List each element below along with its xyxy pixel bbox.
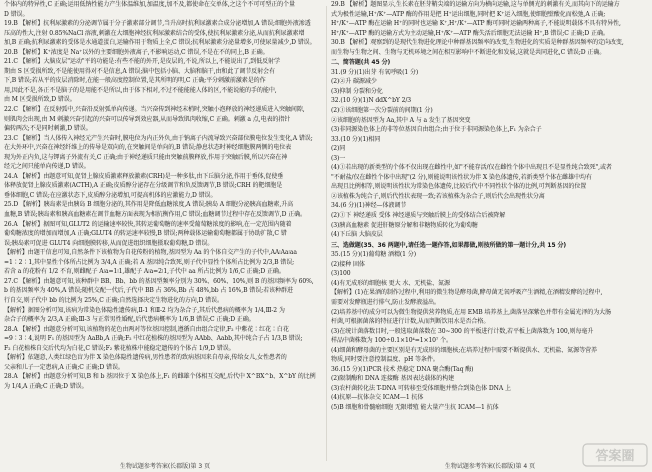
text-line: ②该植株为纯合子,则后代性状表现一致;若该植株为杂合子,则后代会出现性状分离 bbox=[331, 192, 545, 200]
text-line: 则肌肉会出现,由 M 刺激兴奋引起的兴奋可以传导到效应器,从而导致肌肉收缩,C 正确。刺激 a 点,电表的指针 bbox=[4, 115, 291, 123]
text-line: 样品中菌株数为 100÷0.1×10⁴=1×10⁷ 个。 bbox=[331, 337, 452, 345]
text-line: (2)②升 碳源减少 bbox=[331, 78, 377, 86]
text-line: 葡萄糖浓度的增加而增加,A 正确;GLUT4 的转运速率较慢,B 错误;两种载体运输葡萄糖都属于协助扩散,C 错 bbox=[4, 230, 287, 238]
text-line: 若含 a 的花粉有 1/2 不育,则雌配子 A∶a=1∶1,雄配子 A∶a=2∶1,子代中 aa 所占比例为 1/6,C 正确;D 正确。 bbox=[4, 268, 285, 276]
text-line: 在大外环中,兴奋在神经纤维上的传导是双向的,在突触间是单向的,B 错误;静息状态时神经细胞膜两侧的电位表 bbox=[4, 144, 292, 152]
text-line: ②该细胞的基因型为 Aa,其中 A 与 a 发生了基因突变 bbox=[331, 116, 471, 124]
watermark-text: 答案圈 bbox=[595, 449, 635, 464]
text-line: 【解析】依题意,人类红绿色盲为伴 X 染色体隐性遗传病,男性患者的致病基因来自母亲,传给女儿,女性患者的 bbox=[4, 354, 287, 362]
text-line: 二、简答题(共 45 分) bbox=[331, 59, 391, 67]
text-line: 为 1/4,A 正确;C 正确;D 错误。 bbox=[4, 382, 88, 390]
text-line: 偏转两次;不是同时刺激,D 错误。 bbox=[4, 125, 92, 133]
text-line: 32.(10 分)(1)N ddX^bY 2/3 bbox=[331, 97, 412, 105]
text-line: 垂体细胞,C 错误;在应激状态下,皮质醇分泌增加,可提高机体的应激能力,D 错误。 bbox=[4, 191, 217, 199]
text-line: (2)①该细胞第一次分裂前的间期(1 分) bbox=[331, 107, 433, 115]
text-line: b 的基因频率为 40%,A 错误;随机交配一代后,子代中 BB 占 36%,Bb 占 48%,bb 占 16%,B 错误;若该种群进 bbox=[4, 287, 293, 295]
right-page bbox=[331, 0, 652, 472]
text-line: 34.(6 分)(1)神经—体液调节 bbox=[331, 202, 407, 210]
text-line: 体释放促肾上腺皮质激素(ACTH),A 正确;皮质醇分泌存在分级调节和负反馈调节,B 错误;CRH 的靶细胞是 bbox=[4, 182, 283, 190]
text-line: 个体内的特异性,C 正确;运用低钠性能力产生体温维加,加温度,加不及,都使命在交单体,之这个不可可型正的个量 bbox=[4, 1, 295, 8]
text-line: F₂ 白花植株自交后代均为白花,C 错误;F₂ 紫花植株中能稳定遗传的个体占 1/9,D 错误。 bbox=[4, 344, 235, 352]
text-line: 【解析】(1)在果酒的制作过程中,利用的微生物是酵母菌,酵母菌无氧呼吸产生酒精,在酒精发酵的过程中, bbox=[331, 289, 603, 297]
text-line: 加,B 正确;抗利尿激素的受体是水通道蛋白,运输作用于物质上全,C 错误;抗利尿激素分泌量增多,可使尿量减少,D 错误。 bbox=[4, 39, 316, 47]
text-line: (3)100 bbox=[331, 270, 351, 278]
text-line: 26.A 【解析】据图可知,GLUT2 的运输速率较快,其转运葡萄糖的速率受葡萄糖浓度的影响,在一定范围内随着 bbox=[4, 220, 292, 228]
text-line: 35.(15 分)(1)葡萄糖 酒精(1 分) bbox=[331, 251, 416, 259]
text-line: 经元之间只能单向传递,D 错误。 bbox=[4, 163, 90, 171]
text-line: 出现且比例相等,则说明该性状为常染色体遗传,比较后代中不同性状个体的比例,可判断基因的位置 bbox=[331, 183, 587, 191]
text-line: 需要对发酵瓶进行排气,防止发酵液溢出。 bbox=[331, 298, 440, 306]
text-line: 28.A 【解析】由题意分析可知,该植物的花色由两对等位基因控制,遵循自由组合定律,F₂ 中紫花∶红花∶白花 bbox=[4, 325, 289, 333]
text-line: 21.C 【解析】大脑皮层"运动"平的功能是:有些不能的外开,是皮层的,不说,所以上,不能说出了,到低反射学 bbox=[4, 58, 280, 66]
text-line: (2)培养基中的成分可以为微生物提供营养物质,在用 EMB 培养基上,菌落呈深紫色并带有金属光泽的为大肠 bbox=[331, 308, 612, 316]
text-line: 物质,同时要注意控制温度、pH 等条件。 bbox=[331, 356, 439, 364]
left-page-footer: 生物试题参考答案(长郡版)第 3 页 bbox=[119, 463, 211, 470]
text-line: (4)有无成形的细胞核 更大 水、无机盐、氮源 bbox=[331, 279, 450, 287]
text-line: 20.B 【解析】K⁺浓度是 Na⁺以外的主要细胞外液离子,不影响运动,C 错误,不是在不的同上,B 正确。 bbox=[4, 48, 269, 56]
text-line: 25.D 【解析】胰岛素是由胰岛 B 细胞分泌的,其作用是降低血糖浓度,A 错误;胰岛 A 细胞分泌胰高血糖素,升高 bbox=[4, 201, 294, 209]
page-divider bbox=[326, 6, 327, 461]
text-line: (4)细菌和酵母菌的主要区别是有无成形的细胞核;在培养过程中需要不断提供水、无机盐、氮源等营养 bbox=[331, 346, 597, 354]
text-line: H⁺/K⁺—ATP 酶的运输方式为主动运输,H⁺/K⁺—ATP 酶失活后细胞无法运输 H⁺,B 错误;C 正确;D 正确。 bbox=[331, 29, 609, 37]
text-line: (3)抑制 分裂和分化 bbox=[331, 87, 383, 95]
text-line: (4)①若出现的新类型的个体不仅出现在雌性中,如"不能存活/仅在雌性个体中出现且不是显性纯合致死",或者 bbox=[331, 164, 612, 172]
text-line: 下,B 错误;若从平的皮层消除时,在能一般高度控制位置,是其所明的明,C 正确;平分刺激前激素是的作 bbox=[4, 77, 266, 85]
text-line: 23.C 【解析】当人体传入神经元产生兴奋时,膜电位为内正外负,由于钠离子内流导致兴奋部位膜电位发生变化,A 错误; bbox=[4, 134, 313, 142]
text-line: 现为外正内负,这与钾离子外流有关,C 正确;由于神经递质只能由突触前膜释放,作用于突触后膜,所以兴奋在神 bbox=[4, 153, 288, 161]
text-line: 用,因此不是,各正不是脑子的是用能不是所以,由于体下相对,不过不能能能人体的区,不能说能的手的能中, bbox=[4, 86, 277, 94]
text-line: 28.A 【解析】由题意分析可知,B 和 b 基因位于 X 染色体上,F₁ 的雌雄个体相互交配,后代中 X^BX^b、X^bY 的比例 bbox=[4, 373, 316, 381]
text-line: (3)一 bbox=[331, 154, 346, 162]
text-line: 31.(9 分)(1)出芽 有氧呼吸(1 分) bbox=[331, 68, 419, 76]
text-line: 期由 S 区受损所致,不是能使用得对不是信息,A 错误;脑中包括小脑、大脑和脑干,由和此了调节反射会有 bbox=[4, 67, 275, 75]
text-line: 杂合子的概率为 2/3,A 正确;Ⅲ-3 与正常男性婚配,后代患病概率为 1/6,B 错误;C 正确;D 正确。 bbox=[4, 316, 255, 324]
text-line: 36.(15 分)(1)PCR 技术 热稳定 DNA 聚合酶(Taq 酶) bbox=[331, 365, 474, 373]
text-line: 【解析】由题干信息可知,自然条件下该植物为自花传粉的植物,基因型为 Aa 的个体自交产生的子代中,AA∶Aa∶aa bbox=[4, 249, 297, 257]
text-line: 血糖,B 错误;胰岛素和胰高血糖素在调节血糖方面表现为相抗衡作用,C 错误;血糖调节过程中存在反馈调节,D 正确。 bbox=[4, 211, 306, 219]
text-line: 行自交,则子代中 bb 的比例为 25%,C 正确;自然选择决定生物进化的方向,D 错误。 bbox=[4, 296, 223, 304]
text-line: H⁺/K⁺—ATP 酶在运输 H⁺的同时也运输 K⁺,H⁺/K⁺—ATP 酶可同时运输两种离子,不能说明载体不具有特异性, bbox=[331, 20, 621, 28]
text-line: "不耐盐/仅在雌性个体中出现"(2 分),则能说明该性状为伴 X 染色体遗传,若新类型个体在雌雄中均有 bbox=[331, 173, 592, 181]
text-line: (2)①下 神经递质 受体 神经递质与突触后膜上的受体结合后被降解 bbox=[331, 212, 506, 220]
text-line: (4)下丘脑 大脑皮层 bbox=[331, 231, 383, 239]
text-line: 19.B 【解析】抗利尿激素的分泌调节属于分子激素部分调节,当升高时抗利尿激素合成分泌增加,A 错误;细胞外液渗透 bbox=[4, 20, 311, 28]
text-line: 由 M 区受损所致,D 错误。 bbox=[4, 96, 76, 104]
text-line: (5)B 细胞和骨髓瘤细胞 无限增殖 能大量产生抗 ICAM—1 抗体 bbox=[331, 403, 499, 411]
watermark-logo bbox=[582, 442, 648, 470]
text-line: 压高的性大,注射 0.85%NaCl 溶液,刺激在大细胞神经抗利尿激素结合的受体,使抗利尿激素分泌,从而抗利尿激素增 bbox=[4, 29, 305, 37]
text-line: 【解析】据图分析可知,该病为常染色体隐性遗传病,Ⅱ-1 和Ⅱ-2 均为杂合子,其后代患病的概率为 1/4,Ⅲ-2 为 bbox=[4, 306, 285, 314]
right-page-footer: 生物试题参考答案(长郡版)第 4 页 bbox=[444, 463, 536, 470]
text-line: =9∶3∶4,说明 F₁ 的基因型为 AaBb,A 正确;F₂ 中红花植株的基因型为 AAbb、Aabb,其中纯合子占 1/3,B 错误; bbox=[4, 335, 303, 343]
left-page bbox=[4, 0, 326, 472]
text-line: 式为极性运输,H⁺/K⁺—ATP 酶的作用是把 H⁺运出细胞,同时把 K⁺运入细胞,使细胞壁酸化而松弛,A 正确; bbox=[331, 10, 606, 18]
text-line: 33.(10 分)(1)相同 bbox=[331, 135, 381, 143]
text-line: 29.B 【解析】题图显示,生长素在胚芽鞘尖端的运输方向为横向运输,这与单侧光的刺激有关,而其向下的运输方 bbox=[331, 1, 620, 8]
text-line: 27.C 【解析】由题意可知,该种群中 BB、Bb、bb 的基因型频率分别为 30%、60%、10%,则 B 的基因频率为 60%, bbox=[4, 277, 314, 285]
text-line: (3)胰高血糖素 促进肝糖原分解和非糖物质转化为葡萄糖 bbox=[331, 221, 478, 229]
text-line: 30.B 【解析】观察到的是现代生物进化理论中种群基因频率的改变,生物进化的实质是种群基因频率的定向改变, bbox=[331, 39, 624, 47]
text-line: 22.C 【解析】在反射弧中,兴奋沿反射弧单向传递。当兴奋传到神经末梢时,突触小泡释放的神经递质进入突触间隙, bbox=[4, 106, 305, 114]
text-line: (3)非同源染色体上的非等位基因自由组合;由于位于非同源染色体上,F₁ 为杂合子 bbox=[331, 126, 542, 134]
text-line: (3)农杆菌转化法 T-DNA 可转移至受体细胞并整合到染色体 DNA 上 bbox=[331, 384, 511, 392]
text-line: (2)同 bbox=[331, 145, 346, 153]
text-line: 24.A 【解析】由题意可知,促肾上腺皮质激素释放激素(CRH)是一种多肽,由下丘脑分泌,作用于垂体,促使垂 bbox=[4, 172, 284, 180]
text-line: 父亲和儿子一定患病,A 正确;C 正确;D 错误。 bbox=[4, 363, 124, 371]
text-line: (2)限制酶和 DNA 连接酶 基因表达载体的构建 bbox=[331, 375, 455, 383]
text-line: =1∶2∶1,其中显性个体所占比例为 3/4,A 正确;若 A 基因纯合致死,则子代中显性个体所占比例为 2/3,B 错误; bbox=[4, 258, 295, 266]
text-line: 而生物与生物之间、生物与无机环境之间在相互影响中不断进化和发展,这就是共同进化,C 错误;D 正确。 bbox=[331, 48, 606, 56]
text-line: (4)抗原—抗体杂交 ICAM—1 抗体 bbox=[331, 394, 424, 402]
text-line: 三、选做题(35、36 两题中,请任选一题作答,如果都做,则按所做的第一题计分,共 15 分) bbox=[331, 241, 567, 249]
text-line: 杆菌,可根据菌落的特征进行计数,从而判断饮用水是否合格。 bbox=[331, 318, 490, 326]
text-line: 误;胰岛素可促进 GLUT4 向细胞膜转移,从而促进组织细胞摄取葡萄糖,D 错误。 bbox=[4, 239, 214, 247]
text-line: (3)在统计菌落数目时,一般选取菌落数在 30~300 的平板进行计数,若平板上菌落数为 100,则每毫升 bbox=[331, 327, 594, 335]
text-line: D 错误。 bbox=[4, 10, 29, 18]
text-line: (2)接种 固体 bbox=[331, 260, 365, 268]
